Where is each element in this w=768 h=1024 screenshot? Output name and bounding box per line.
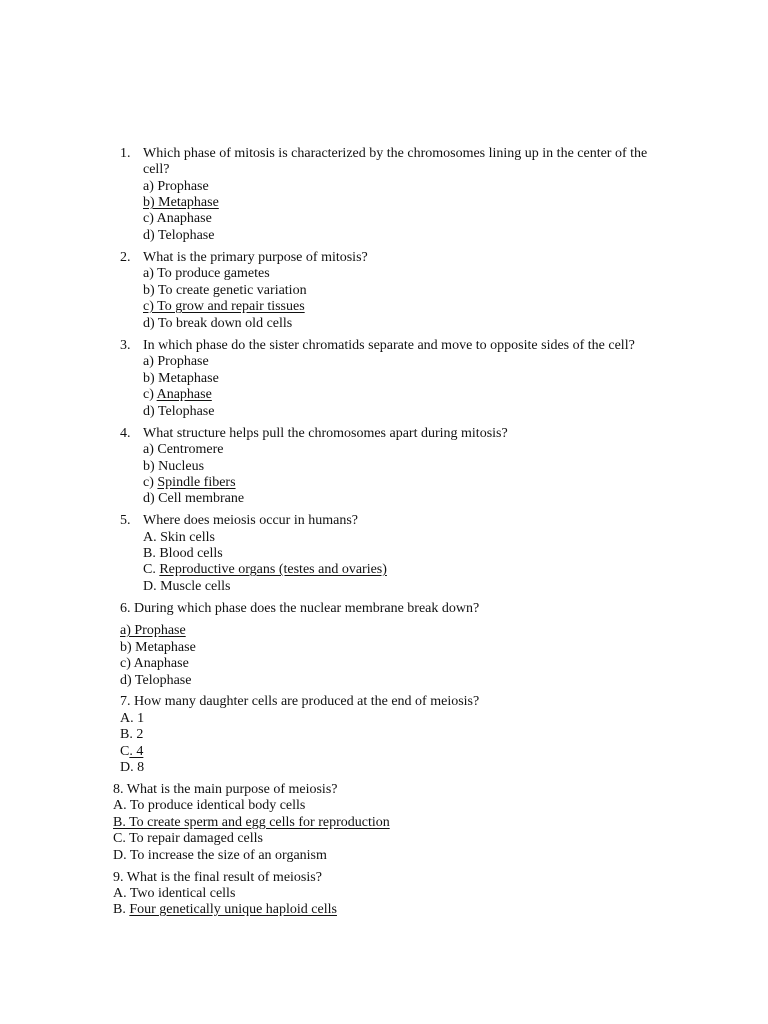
question-text: In which phase do the sister chromatids separate and move to opposite sides of the cell?	[143, 338, 635, 353]
question-text-continued: cell?	[143, 162, 170, 177]
option-prefix: C	[120, 744, 130, 759]
option-a: a) Prophase	[143, 354, 209, 369]
option-d: D. Muscle cells	[143, 579, 231, 594]
option-d: d) To break down old cells	[143, 316, 293, 331]
question-text: Where does meiosis occur in humans?	[143, 513, 358, 528]
option-c: c) Anaphase	[143, 211, 212, 226]
option-c: c) Anaphase	[120, 656, 189, 671]
option-b-answer: b) Metaphase	[143, 195, 219, 210]
option-prefix: B.	[113, 902, 130, 917]
option-a: A. 1	[120, 711, 145, 726]
question-number: 2.	[120, 250, 131, 265]
option-b: B. 2	[120, 727, 144, 742]
question-text: 9. What is the final result of meiosis?	[113, 870, 322, 885]
question-text: 6. During which phase does the nuclear membrane break down?	[120, 601, 480, 616]
option-prefix: C.	[143, 562, 160, 577]
option-d: d) Telophase	[120, 673, 192, 688]
option-c-answer: Spindle fibers	[157, 475, 236, 490]
question-number: 4.	[120, 426, 131, 441]
question-text: 8. What is the main purpose of meiosis?	[113, 782, 338, 797]
option-c	[143, 387, 212, 403]
question-text: 7. How many daughter cells are produced at the end of meiosis?	[120, 694, 480, 709]
option-a: A. To produce identical body cells	[113, 798, 306, 813]
option-c: C. To repair damaged cells	[113, 831, 263, 846]
option-d: D. To increase the size of an organism	[113, 848, 327, 863]
option-prefix: c)	[143, 387, 157, 402]
option-b: b) Metaphase	[120, 640, 196, 655]
question-text: What structure helps pull the chromosomes apart during mitosis?	[143, 426, 508, 441]
option-c-answer: . 4	[129, 744, 144, 759]
option-b: b) Nucleus	[143, 459, 205, 474]
question-text: What is the primary purpose of mitosis?	[143, 250, 368, 265]
question-text: Which phase of mitosis is characterized by the chromosomes lining up in the center of the	[143, 146, 648, 161]
option-c	[143, 475, 236, 491]
option-b: b) Metaphase	[143, 371, 219, 386]
option-a: a) Centromere	[143, 442, 224, 457]
question-number: 5.	[120, 513, 131, 528]
option-b-answer: Four genetically unique haploid cells	[129, 902, 337, 917]
question-number: 3.	[120, 338, 131, 353]
option-c-answer: Reproductive organs (testes and ovaries)	[159, 562, 387, 577]
option-b	[113, 902, 337, 918]
option-a-answer: a) Prophase	[120, 623, 186, 638]
option-d: d) Cell membrane	[143, 491, 245, 506]
option-d: d) Telophase	[143, 228, 215, 243]
option-b-answer: B. To create sperm and egg cells for reproduction	[113, 815, 390, 830]
option-d: d) Telophase	[143, 404, 215, 419]
option-c	[120, 744, 143, 760]
question-number: 1.	[120, 146, 131, 161]
option-c	[143, 562, 387, 578]
option-b: b) To create genetic variation	[143, 283, 307, 298]
option-b: B. Blood cells	[143, 546, 223, 561]
option-d: D. 8	[120, 760, 145, 775]
option-a: A. Two identical cells	[113, 886, 236, 901]
option-a: a) To produce gametes	[143, 266, 270, 281]
option-a: a) Prophase	[143, 179, 209, 194]
option-a: A. Skin cells	[143, 530, 215, 545]
option-c-answer: c) To grow and repair tissues	[143, 299, 305, 314]
option-prefix: c)	[143, 475, 158, 490]
option-c-answer: Anaphase	[156, 387, 212, 402]
